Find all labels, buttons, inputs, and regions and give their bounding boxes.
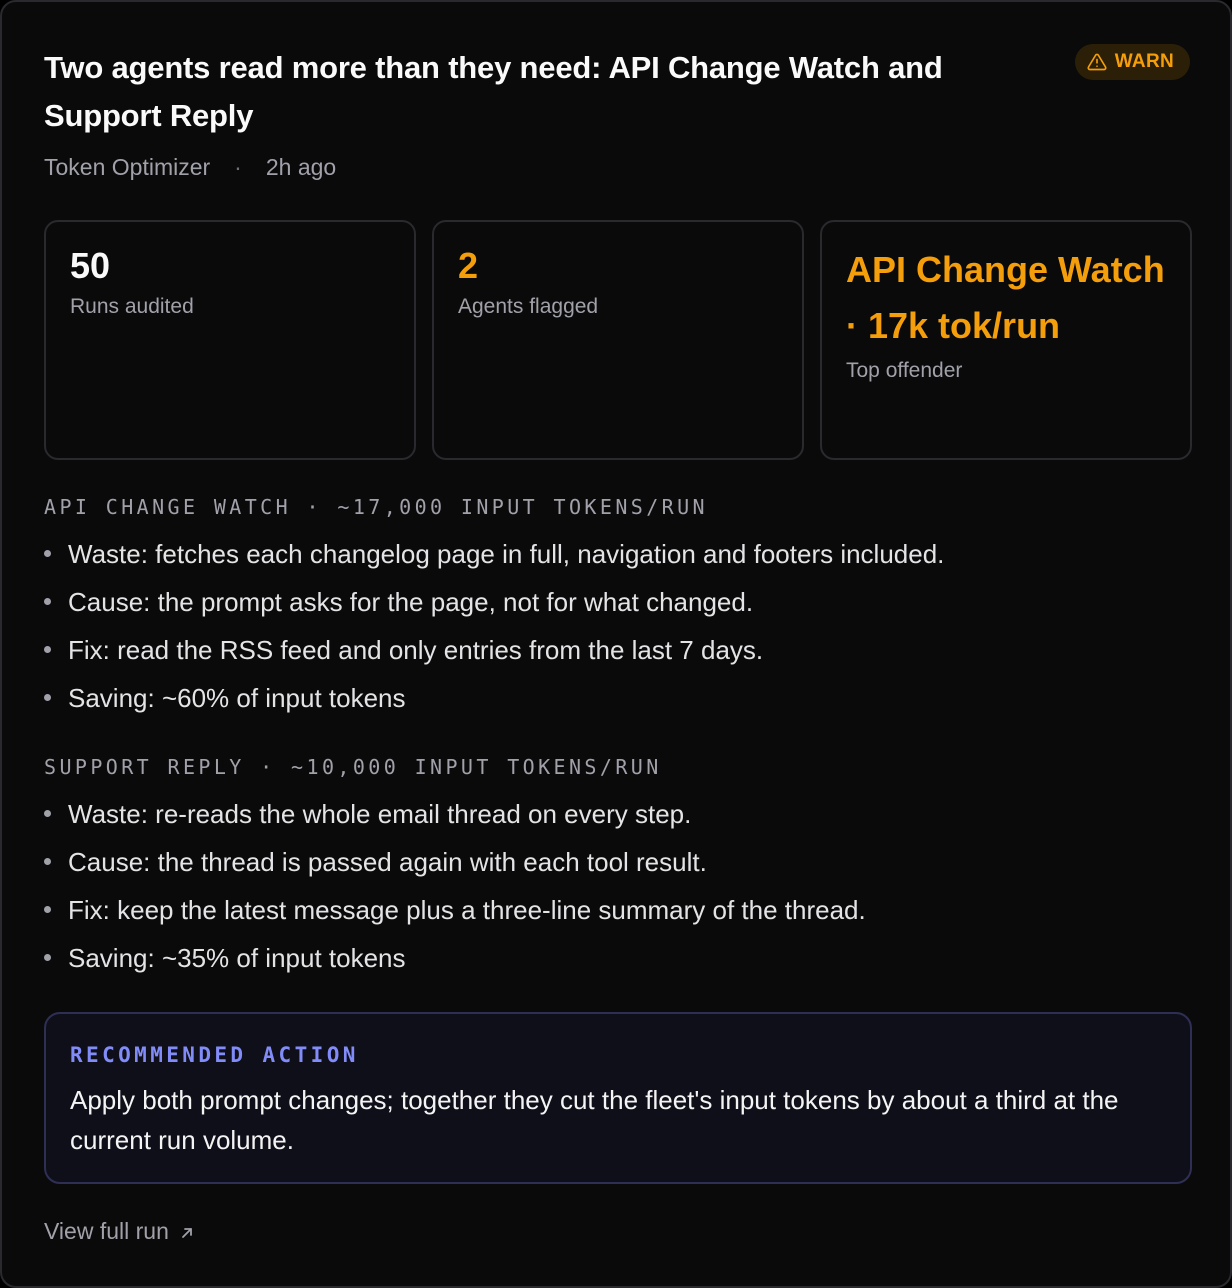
list-item: Saving: ~60% of input tokens — [44, 674, 1192, 722]
stats-row — [44, 220, 1192, 460]
stat-label: Top offender — [846, 359, 963, 382]
card-header — [44, 44, 1190, 181]
bullet-list — [44, 530, 1192, 722]
section-heading: SUPPORT REPLY · ~10,000 INPUT TOKENS/RUN — [44, 755, 662, 779]
timestamp: 2h ago — [265, 154, 337, 180]
recommended-action-heading: RECOMMENDED ACTION — [70, 1043, 359, 1067]
bullet-list — [44, 790, 1192, 982]
view-full-run-link[interactable] — [44, 1214, 195, 1248]
arrow-up-right-icon — [179, 1221, 195, 1241]
source-name: Token Optimizer — [44, 154, 211, 180]
list-item: Fix: keep the latest message plus a three-line summary of the thread. — [44, 886, 1192, 934]
section-support-reply — [44, 752, 1192, 982]
stat-runs-audited — [44, 220, 416, 460]
badge-label: WARN — [1114, 51, 1174, 72]
list-item: Fix: read the RSS feed and only entries from the last 7 days. — [44, 626, 1192, 674]
stat-value: 2 — [458, 245, 479, 286]
stat-value: API Change Watch · 17k tok/run — [846, 249, 1165, 346]
warn-badge — [1075, 44, 1190, 80]
stat-top-offender — [820, 220, 1192, 460]
section-api-change-watch — [44, 492, 1192, 722]
list-item: Waste: re-reads the whole email thread on every step. — [44, 790, 1192, 838]
list-item: Waste: fetches each changelog page in full, navigation and footers included. — [44, 530, 1192, 578]
warning-triangle-icon — [1087, 52, 1107, 72]
card-title: Two agents read more than they need: API Change Watch and Support Reply — [44, 50, 943, 133]
stat-label: Runs audited — [70, 295, 194, 318]
view-full-run-label: View full run — [44, 1218, 169, 1244]
stat-value: 50 — [70, 245, 111, 286]
card-meta — [44, 154, 1190, 181]
list-item: Saving: ~35% of input tokens — [44, 934, 1192, 982]
list-item: Cause: the prompt asks for the page, not for what changed. — [44, 578, 1192, 626]
recommended-action-panel — [44, 1012, 1192, 1184]
stat-label: Agents flagged — [458, 295, 599, 318]
section-heading: API CHANGE WATCH · ~17,000 INPUT TOKENS/RUN — [44, 495, 708, 519]
stat-agents-flagged — [432, 220, 804, 460]
meta-separator: · — [234, 154, 242, 180]
list-item: Cause: the thread is passed again with each tool result. — [44, 838, 1192, 886]
recommended-action-text: Apply both prompt changes; together they cut the fleet's input tokens by about a third at the current run volume. — [70, 1085, 1119, 1155]
